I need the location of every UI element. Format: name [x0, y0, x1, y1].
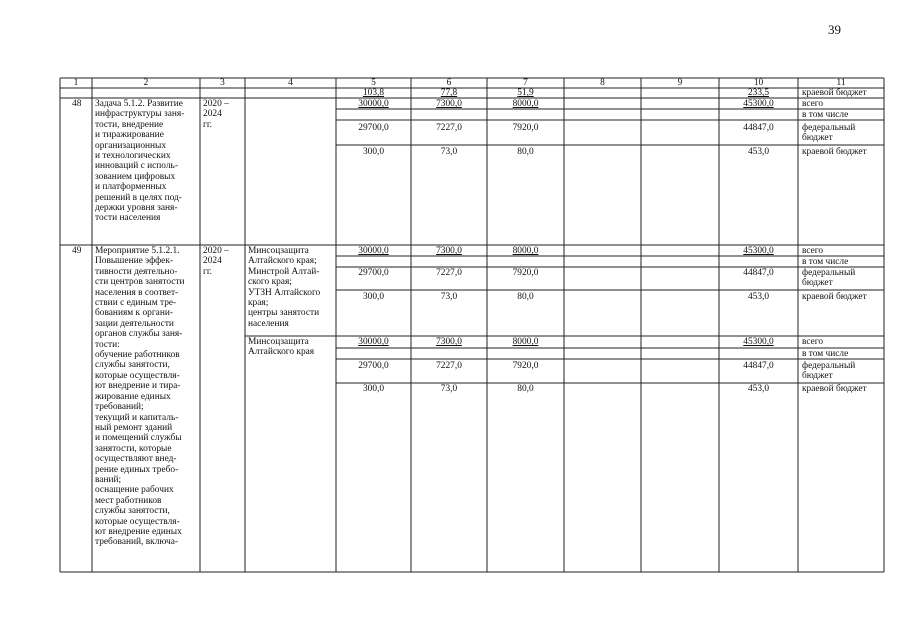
row49-executors-b: Минсоцзащита Алтайского края [248, 337, 315, 358]
row49-task-text: Мероприятие 5.1.2.1. Повышение эффек- тивности деятельно- сти центров занятости населения в соответ- ствии с единым тре- бованиям к органи- зации деятельности органов службы заня- тости: обучение работников службы занятости, которые осуществля- ют внедрение и тира- жирование единых требований; текущий и капиталь- ный ремонт зданий и помещений службы занятости, которые осуществляют внед- рение единых требо- ваний; оснащение рабочих мест работников службы занятости, которые осуществля- ют внедрение единых требований, включа- [95, 246, 185, 548]
row48-l3-c7: 7920,0 [512, 123, 539, 133]
row49a-l4-c11: краевой бюджет [802, 292, 867, 302]
row49-period: 2020 – 2024 гг. [203, 246, 229, 277]
row48-l1-c6: 7300,0 [436, 99, 462, 109]
row49b-l1-c7: 8000,0 [512, 337, 539, 347]
row49b-l1-c11: всего [802, 337, 824, 347]
row49a-l4-c5: 300,0 [362, 292, 385, 302]
row49a-l4-c10: 453,0 [747, 292, 770, 302]
row48-l4-c10: 453,0 [747, 147, 770, 157]
row49b-l4-c10: 453,0 [747, 384, 770, 394]
row49a-l1-c7: 8000,0 [512, 246, 539, 256]
row48-l3-c10: 44847,0 [743, 123, 774, 133]
row49b-l2-c11: в том числе [802, 349, 849, 359]
row49-executors-a: Минсоцзащита Алтайского края; Минстрой Алтай- ского края; УТЗН Алтайского края; центры занятости населения [248, 246, 321, 329]
header-col-2: 2 [143, 78, 149, 88]
header-col-4: 4 [288, 78, 293, 88]
header-col-6: 6 [446, 78, 452, 88]
cont-c11: краевой бюджет [802, 88, 867, 98]
row48-l3-c11: федеральный бюджет [802, 123, 856, 144]
row48-l1-c11: всего [802, 99, 824, 109]
row49a-l3-c7: 7920,0 [512, 268, 539, 278]
row49a-l3-c10: 44847,0 [743, 268, 774, 278]
row48-task-text: Задача 5.1.2. Развитие инфраструктуры заня- тости, внедрение и тиражирование организационных и технологических инноваций с исполь- зованием цифровых и платформенных решений в целях под- держки уровня заня- тости населения [95, 99, 197, 224]
header-col-9: 9 [677, 78, 683, 88]
row49a-l3-c5: 29700,0 [358, 268, 389, 278]
row49a-l1-c11: всего [802, 246, 824, 256]
row48-period: 2020 – 2024 гг. [203, 99, 229, 130]
row49b-l3-c10: 44847,0 [743, 361, 774, 371]
row48-l3-c5: 29700,0 [358, 123, 389, 133]
row49b-l4-c5: 300,0 [362, 384, 385, 394]
cont-c6: 77,8 [440, 88, 458, 98]
row49a-l1-c10: 45300,0 [743, 246, 774, 256]
row48-l1-c5: 30000,0 [358, 99, 389, 109]
row48-l1-c7: 8000,0 [512, 99, 539, 109]
row49a-l3-c6: 7227,0 [436, 268, 462, 278]
row49-number: 49 [72, 246, 82, 256]
header-col-11: 11 [836, 78, 846, 88]
row49b-l3-c11: федеральный бюджет [802, 361, 856, 382]
row49a-l3-c11: федеральный бюджет [802, 268, 856, 289]
row49a-l1-c5: 30000,0 [358, 246, 389, 256]
page-number: 39 [828, 22, 841, 37]
row49b-l4-c11: краевой бюджет [802, 384, 867, 394]
row48-l4-c11: краевой бюджет [802, 147, 867, 157]
row49b-l3-c5: 29700,0 [358, 361, 389, 371]
header-col-8: 8 [600, 78, 605, 88]
header-col-10: 10 [753, 78, 764, 88]
header-col-3: 3 [220, 78, 225, 88]
row48-l4-c5: 300,0 [362, 147, 385, 157]
row49b-l4-c6: 73,0 [440, 384, 458, 394]
cont-c7: 51,9 [517, 88, 534, 98]
row49b-l1-c6: 7300,0 [436, 337, 462, 347]
cont-c5: 103,8 [362, 88, 385, 98]
row48-l4-c7: 80,0 [517, 147, 534, 157]
row49a-l1-c6: 7300,0 [436, 246, 462, 256]
row48-l3-c6: 7227,0 [436, 123, 462, 133]
row48-l1-c10: 45300,0 [743, 99, 774, 109]
row48-number: 48 [72, 99, 82, 109]
header-col-1: 1 [73, 78, 79, 88]
cont-c10: 233,5 [747, 88, 770, 98]
row49b-l1-c10: 45300,0 [743, 337, 774, 347]
row49b-l4-c7: 80,0 [517, 384, 534, 394]
row49a-l4-c6: 73,0 [440, 292, 458, 302]
row48-l4-c6: 73,0 [440, 147, 458, 157]
header-col-5: 5 [371, 78, 376, 88]
row49b-l1-c5: 30000,0 [358, 337, 389, 347]
row48-l2-c11: в том числе [802, 110, 849, 120]
row48-task-line-3: тости, внедрение [95, 119, 164, 130]
row49a-l2-c11: в том числе [802, 257, 849, 267]
row49b-l3-c6: 7227,0 [436, 361, 462, 371]
row49b-l3-c7: 7920,0 [512, 361, 539, 371]
header-col-7: 7 [523, 78, 528, 88]
row49a-l4-c7: 80,0 [517, 292, 534, 302]
